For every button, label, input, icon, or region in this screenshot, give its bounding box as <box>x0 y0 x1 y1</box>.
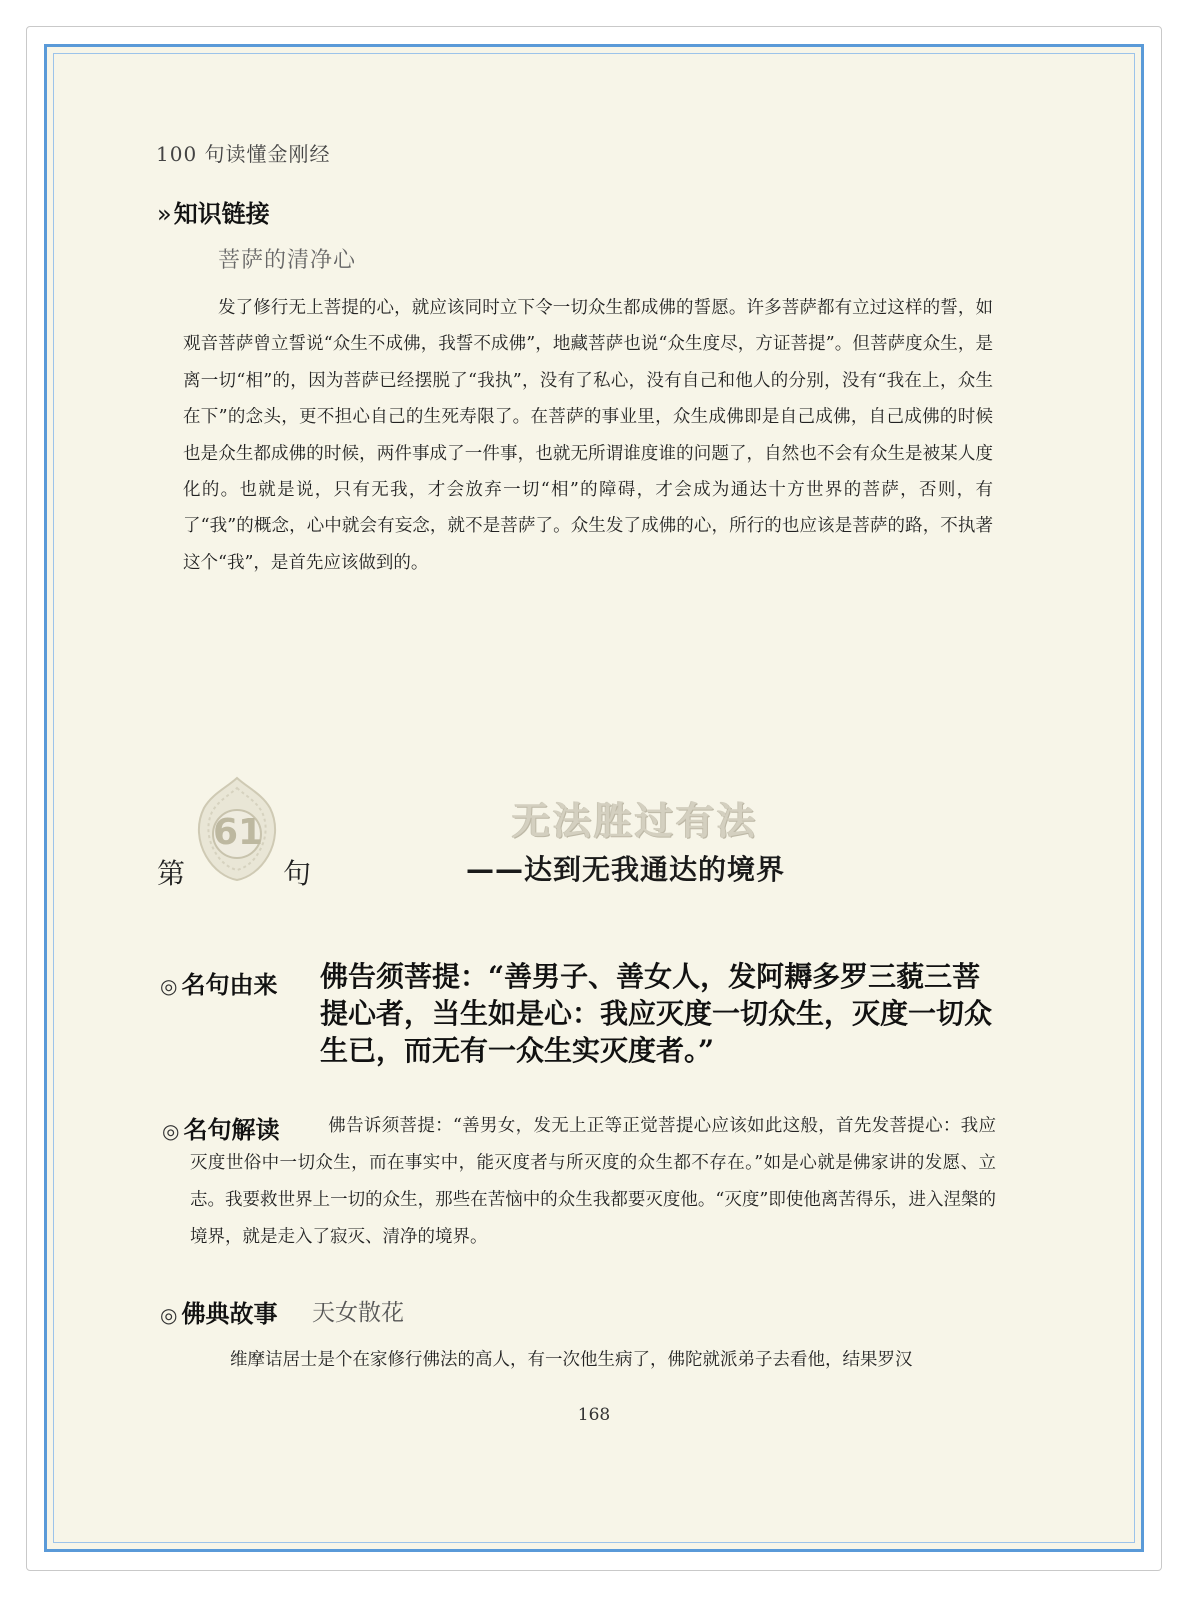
chapter-number: 61 <box>212 812 264 853</box>
knowledge-link-paragraph: 发了修行无上菩提的心，就应该同时立下令一切众生都成佛的誓愿。许多菩萨都有立过这样的誓，如观音菩萨曾立誓说“众生不成佛，我誓不成佛”，地藏菩萨也说“众生度尽，方证菩提”。但菩萨度众生，是离一切“相”的，因为菩萨已经摆脱了“我执”，没有了私心，没有自己和他人的分别，没有“我在上，众生在下”的念头，更不担心自己的生死寿限了。在菩萨的事业里，众生成佛即是自己成佛，自己成佛的时候也是众生都成佛的时候，两件事成了一件事，也就无所谓谁度谁的问题了，自然也不会有众生是被某人度化的。也就是说，只有无我，才会放弃一切“相”的障碍，才会成为通达十方世界的菩萨，否则，有了“我”的概念，心中就会有妄念，就不是菩萨了。众生发了成佛的心，所行的也应该是菩萨的路，不执著这个“我”，是首先应该做到的。 <box>183 298 993 573</box>
famous-quote-label-text: 名句由来 <box>181 971 278 999</box>
chapter-prefix: 第 <box>157 857 186 890</box>
famous-quote-text: 佛告须菩提：“善男子、善女人，发阿耨多罗三藐三菩提心者，当生如是心：我应灭度一切众生，灭度一切众生已，而无有一众生实灭度者。” <box>320 960 993 1067</box>
famous-quote-label <box>160 965 277 1000</box>
knowledge-link-label: 知识链接 <box>173 200 270 228</box>
interpretation-text: 佛告诉须菩提：“善男女，发无上正等正觉菩提心应该如此这般，首先发菩提心：我应灭度世俗中一切众生，而在事实中，能灭度者与所灭度的众生都不存在。”如是心就是佛家讲的发愿、立志。我要救世界上一切的众生，那些在苦恼中的众生我都要灭度他。“灭度”即使他离苦得乐，进入涅槃的境界，就是走入了寂灭、清净的境界。 <box>190 1116 996 1247</box>
interpretation-label-text: 名句解读 <box>183 1116 280 1144</box>
knowledge-link-subheading: 菩萨的清净心 <box>218 248 357 273</box>
interpretation-text-block <box>190 1108 996 1256</box>
chapter-subtitle: ——达到无我通达的境界 <box>466 853 786 886</box>
chapter-title: 无法胜过有法 <box>511 799 758 843</box>
knowledge-link-heading <box>157 194 270 229</box>
story-text: 维摩诘居士是个在家修行佛法的高人，有一次他生病了，佛陀就派弟子去看他，结果罗汉 <box>230 1350 913 1370</box>
bullseye-icon: ◎ <box>160 1303 178 1327</box>
page-number: 168 <box>577 1405 611 1425</box>
story-label-text: 佛典故事 <box>181 1300 278 1328</box>
double-chevron-icon: » <box>157 200 172 228</box>
bullseye-icon: ◎ <box>160 974 178 998</box>
running-head: 100 句读懂金刚经 <box>156 142 331 166</box>
story-label <box>160 1294 277 1329</box>
chapter-suffix: 句 <box>283 857 312 890</box>
story-title: 天女散花 <box>312 1300 404 1326</box>
bullseye-icon: ◎ <box>162 1119 180 1143</box>
